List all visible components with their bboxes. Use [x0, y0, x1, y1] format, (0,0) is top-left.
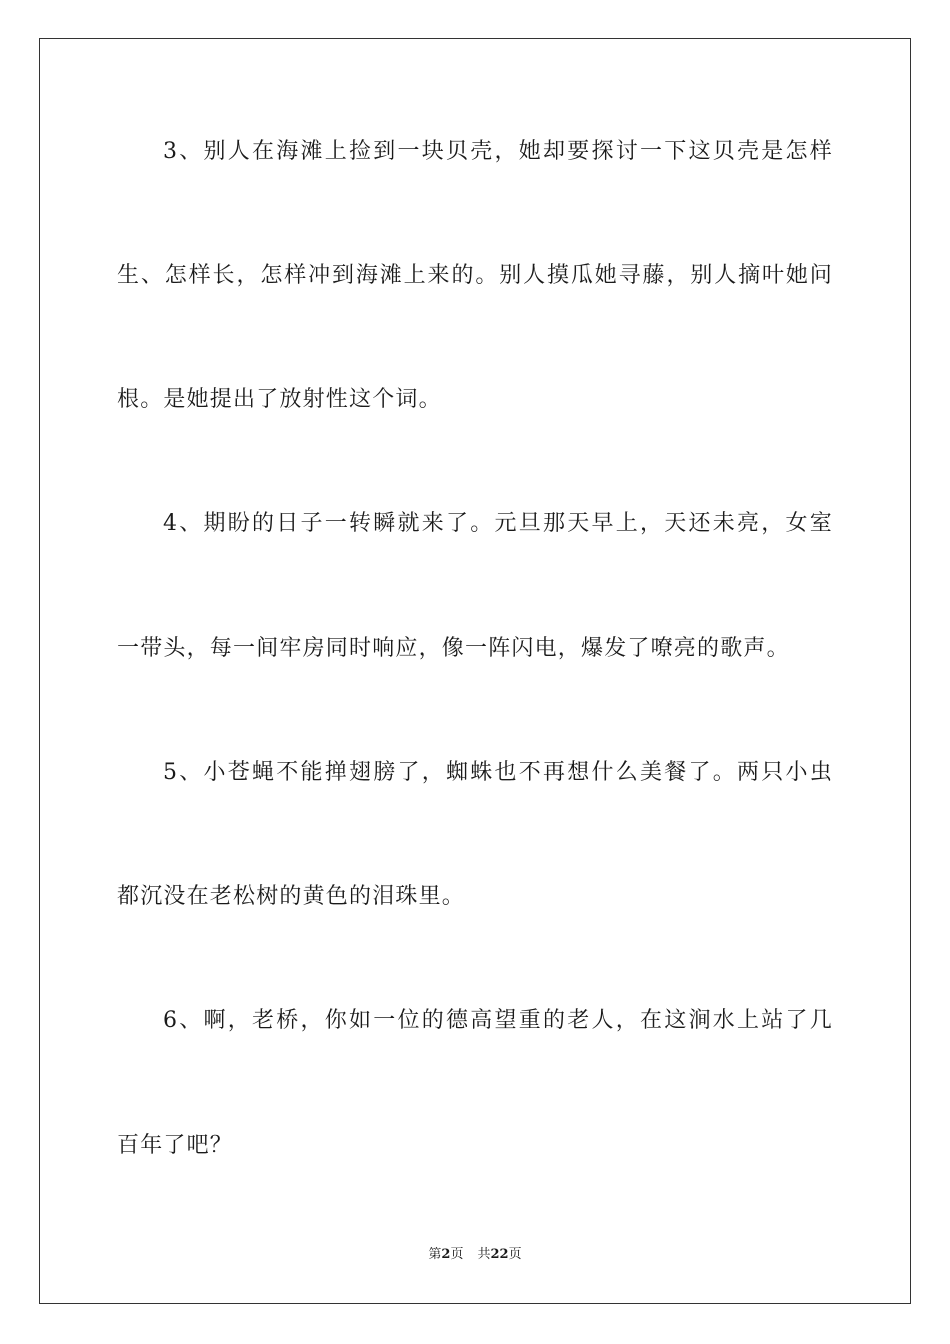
page-label-suffix: 页	[450, 1247, 464, 1262]
total-label-suffix: 页	[508, 1247, 522, 1262]
paragraph-6-line-1: 6、啊，老桥，你如一位的德高望重的老人，在这涧水上站了几	[163, 1008, 833, 1033]
page-border	[39, 38, 911, 1304]
paragraph-4-line-2: 一带头，每一间牢房同时响应，像一阵闪电，爆发了嘹亮的歌声。	[117, 636, 790, 661]
paragraph-5-line-2: 都沉没在老松树的黄色的泪珠里。	[117, 884, 466, 909]
page-footer	[0, 1246, 950, 1264]
paragraph-3-line-1: 3、别人在海滩上捡到一块贝壳，她却要探讨一下这贝壳是怎样	[163, 139, 833, 164]
total-label-prefix: 共	[477, 1247, 491, 1262]
page-label-prefix: 第	[428, 1247, 442, 1262]
paragraph-5-line-1: 5、小苍蝇不能掸翅膀了，蜘蛛也不再想什么美餐了。两只小虫	[163, 760, 833, 785]
paragraph-4-line-1: 4、期盼的日子一转瞬就来了。元旦那天早上，天还未亮，女室	[163, 511, 833, 536]
paragraph-3-line-3: 根。是她提出了放射性这个词。	[117, 387, 442, 412]
page-number: 2	[441, 1247, 451, 1262]
paragraph-6-line-2: 百年了吧？	[117, 1133, 234, 1158]
total-pages: 22	[490, 1247, 509, 1262]
paragraph-3-line-2: 生、怎样长，怎样冲到海滩上来的。别人摸瓜她寻藤，别人摘叶她问	[117, 263, 833, 288]
